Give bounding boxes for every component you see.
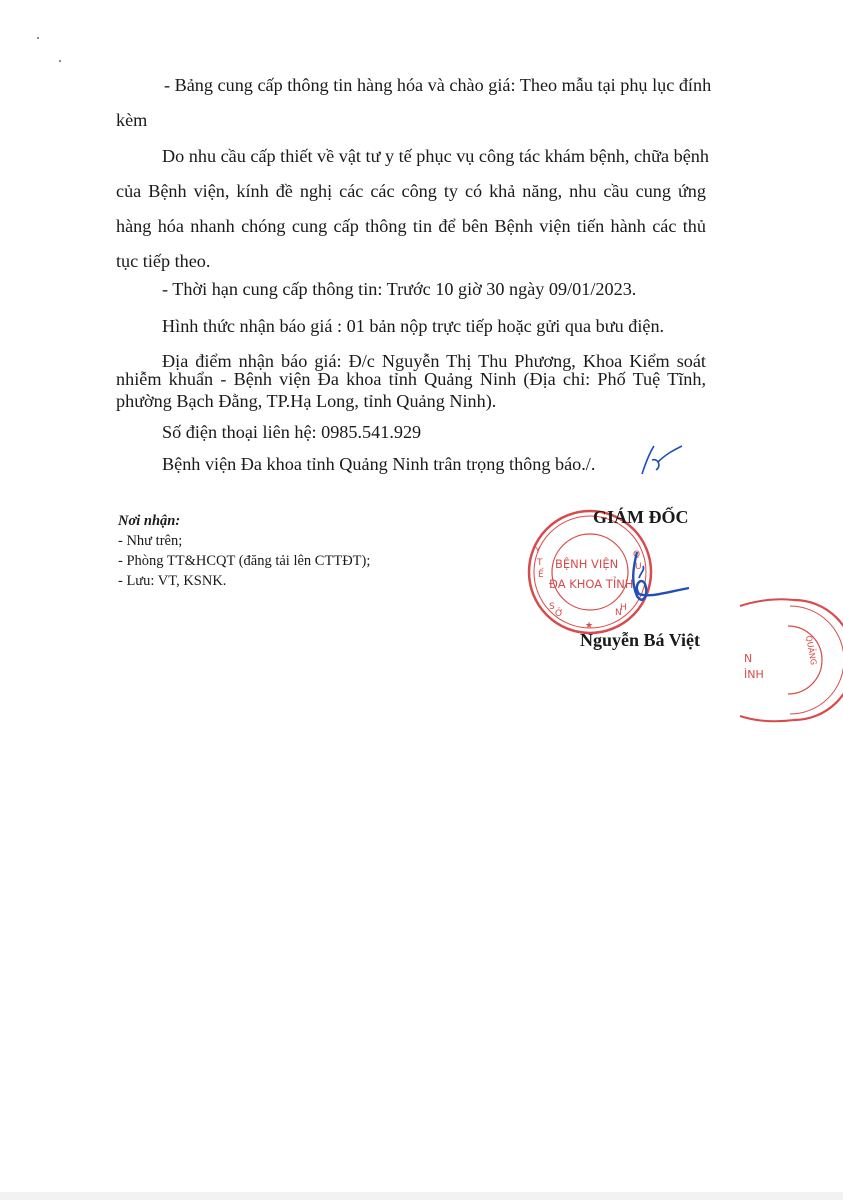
closing-line: Bệnh viện Đa khoa tỉnh Quảng Ninh trân trọng thông báo./. [162,454,596,474]
scan-edge [0,1192,843,1200]
svg-text:U: U [635,562,642,572]
svg-text:N: N [615,608,622,618]
method-line: Hình thức nhận báo giá : 01 bản nộp trực tiếp hoặc gửi qua bưu điện. [162,316,665,336]
svg-text:Ở: Ở [555,609,564,619]
partial-seal-text: ÌNH [744,668,764,681]
attachment-line: - Bảng cung cấp thông tin hàng hóa và chào giá: Theo mẫu tại phụ lục đính [164,75,712,95]
recipients-title: Nơi nhận: [118,513,181,529]
signature-scribble [615,548,695,618]
need-paragraph-line: tục tiếp theo. [116,251,211,271]
need-paragraph-line: Do nhu cầu cấp thiết về vật tư y tế phục vụ công tác khám bệnh, chữa bệnh [162,146,709,166]
deadline-line: - Thời hạn cung cấp thông tin: Trước 10 giờ 30 ngày 09/01/2023. [162,279,637,299]
location-line: phường Bạch Đằng, TP.Hạ Long, tỉnh Quảng Ninh). [116,391,497,411]
need-paragraph-line: của Bệnh viện, kính đề nghị các các công ty có khả năng, nhu cầu cung ứng [116,181,706,201]
svg-text:T: T [537,558,543,568]
location-line: Địa điểm nhận báo giá: Đ/c Nguyễn Thị Thu Phương, Khoa Kiểm soát [162,351,706,371]
svg-text:★: ★ [585,621,594,631]
partial-seal-side-text: QUẢNG [804,634,819,666]
svg-text:Q: Q [633,550,641,560]
partial-seal-text: N [744,652,753,665]
attachment-line-cont: kèm [116,110,148,130]
scan-speck [59,60,61,62]
svg-text:S: S [549,602,555,612]
location-line: nhiễm khuẩn - Bệnh viện Đa khoa tỉnh Quảng Ninh (Địa chỉ: Phố Tuệ Tĩnh, [116,369,706,389]
partial-seal [738,596,843,726]
recipient-item: - Phòng TT&HCQT (đăng tải lên CTTĐT); [118,553,371,569]
recipient-item: - Như trên; [118,533,183,549]
seal-inner-text: BỆNH VIỆN [555,557,619,571]
svg-text:Y: Y [535,546,541,556]
need-paragraph-line: hàng hóa nhanh chóng cung cấp thông tin để bên Bệnh viện tiến hành các thủ [116,216,706,236]
scan-speck [37,37,39,39]
recipient-item: - Lưu: VT, KSNK. [118,573,227,589]
signatory-name: Nguyễn Bá Việt [580,630,701,650]
seal-inner-text: ĐA KHOA TỈNH [549,577,634,591]
svg-text:Ế: Ế [538,570,544,580]
signatory-position: GIÁM ĐỐC [593,507,689,527]
svg-text:H: H [620,603,627,613]
phone-line: Số điện thoại liên hệ: 0985.541.929 [162,422,422,442]
initial-mark [636,440,686,480]
